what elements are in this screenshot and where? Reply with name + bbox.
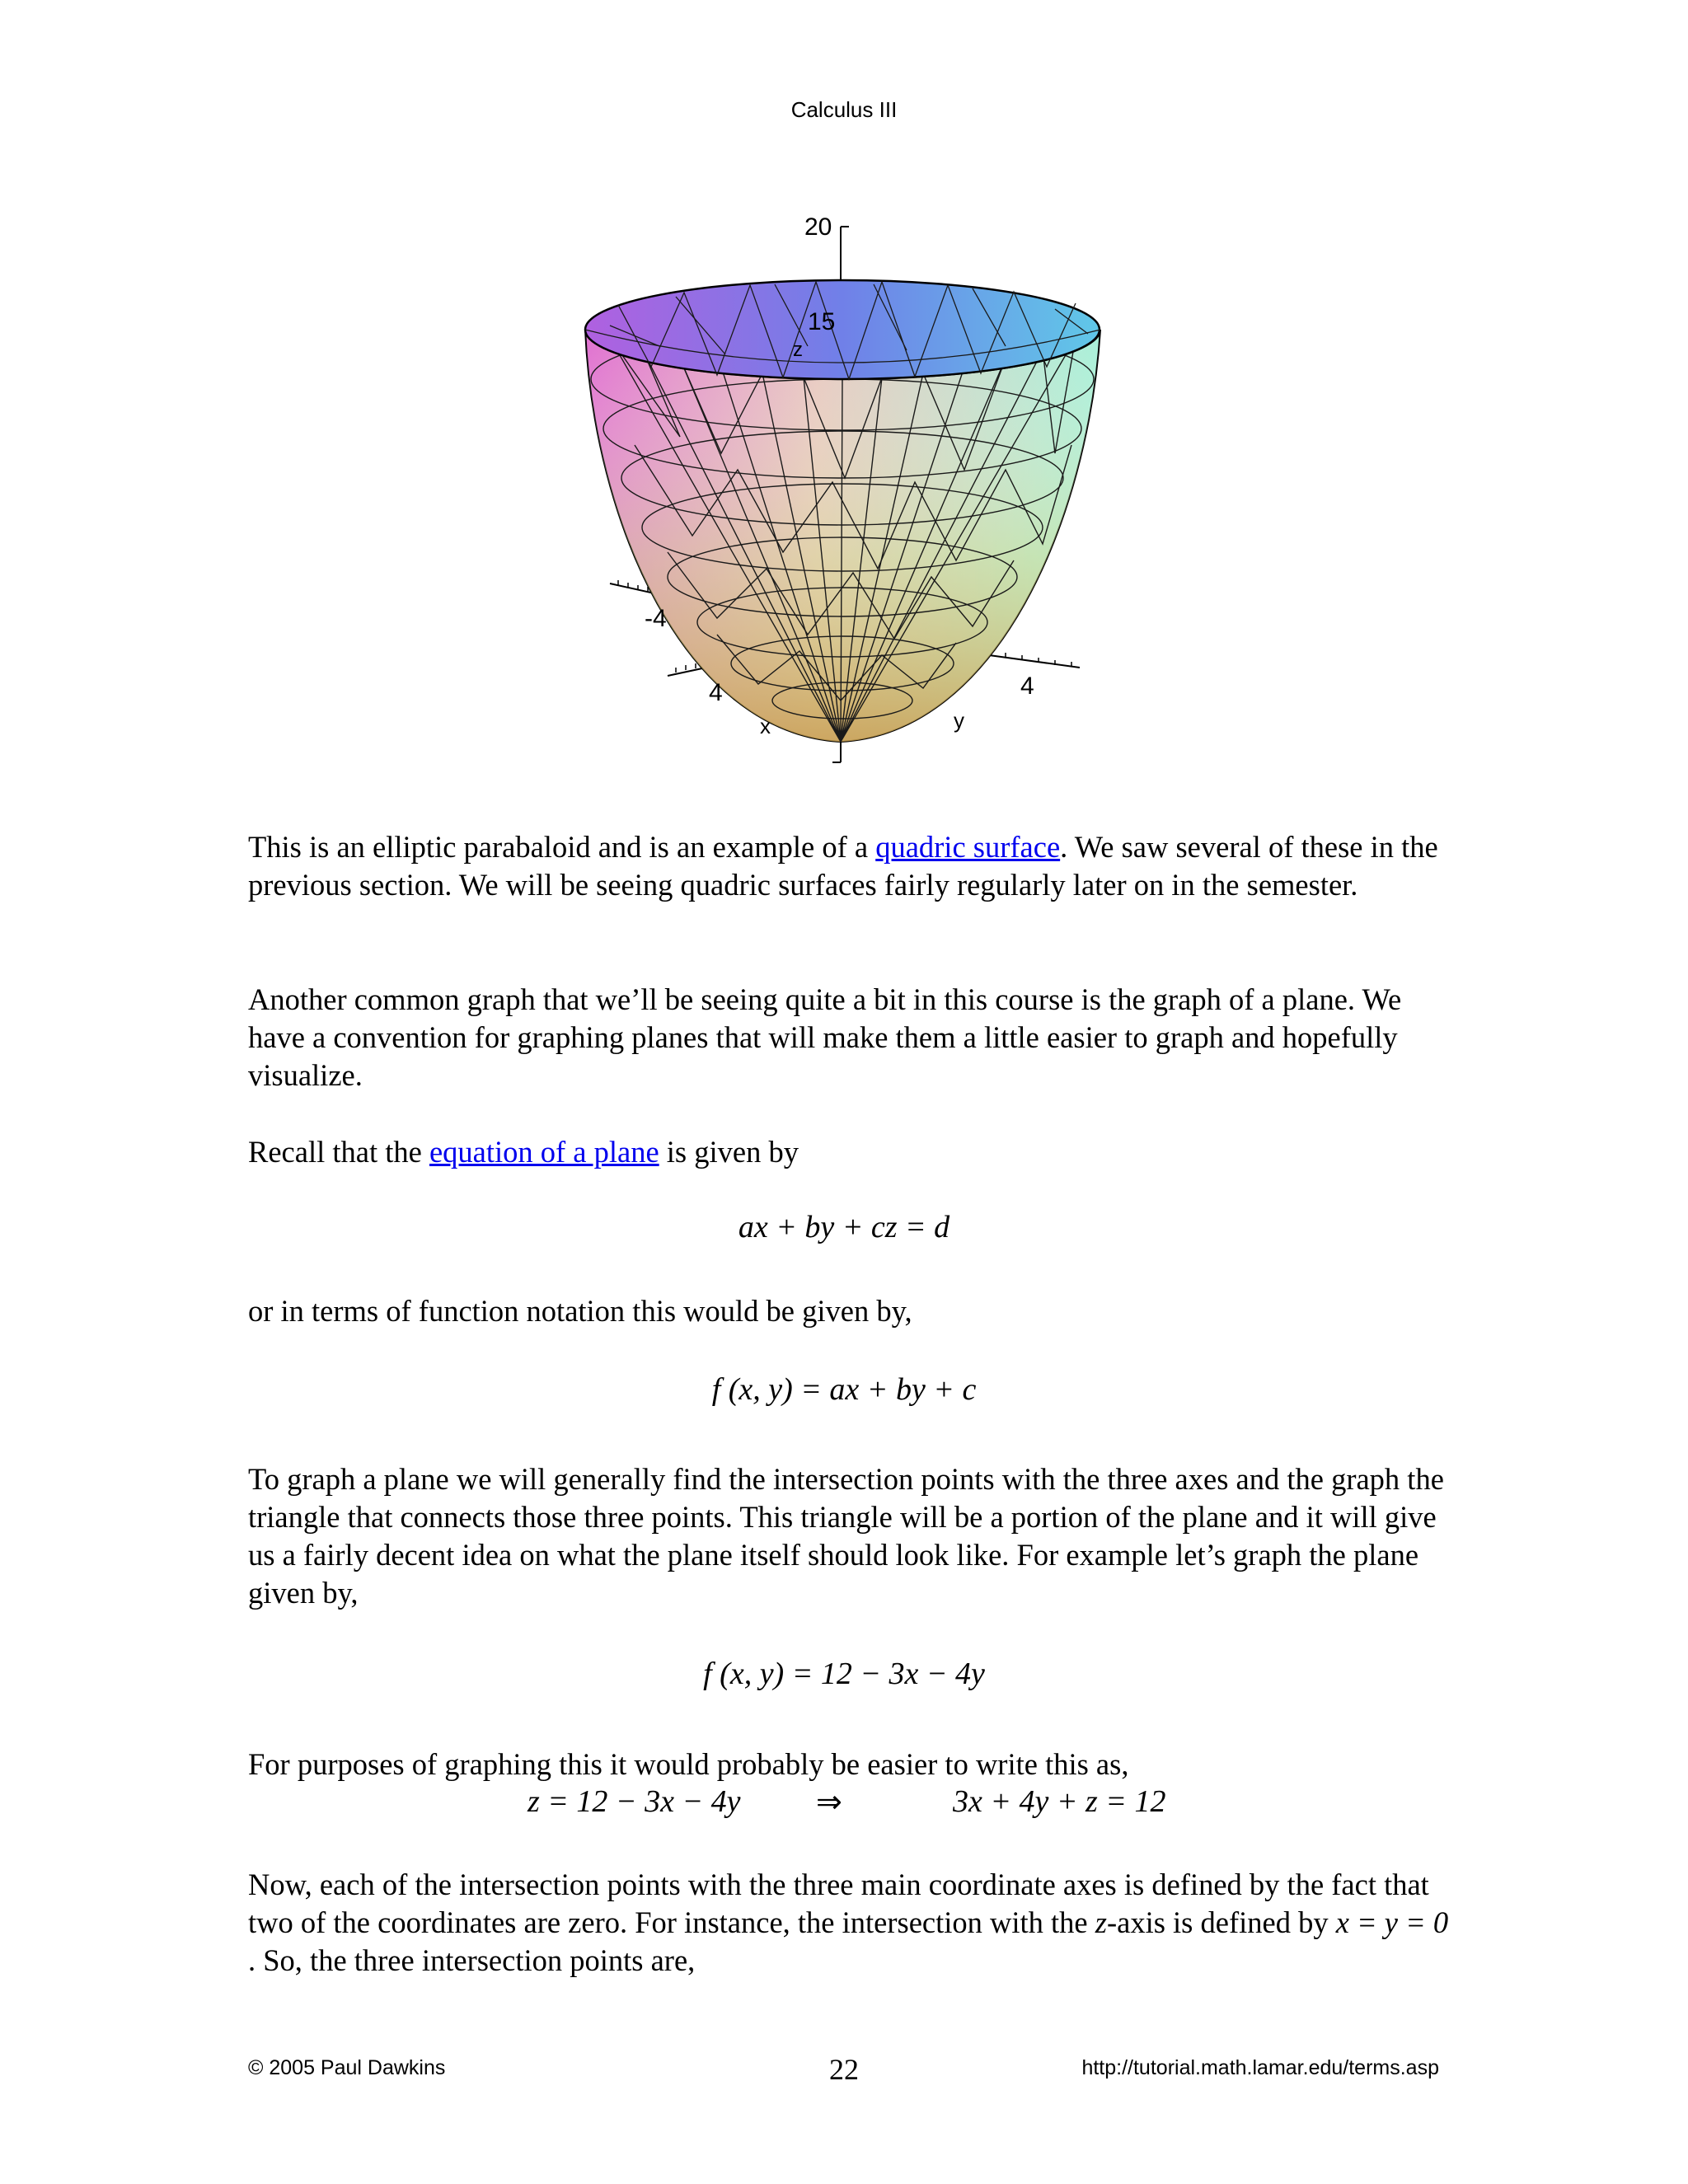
equation-plane: ax + by + cz = d bbox=[738, 1210, 950, 1244]
equation-z-form: z = 12 − 3x − 4y bbox=[528, 1784, 741, 1819]
paragraph-function-notation: or in terms of function notation this would be given by, bbox=[248, 1294, 912, 1328]
p7-equation: x = y = 0 bbox=[1335, 1905, 1449, 1939]
equation-standard-form: 3x + 4y + z = 12 bbox=[953, 1784, 1166, 1819]
p7-text-c: . So, the three intersection points are, bbox=[248, 1943, 696, 1977]
p1-text-pre: This is an elliptic parabaloid and is an example of a bbox=[248, 830, 876, 864]
page-header: Calculus III bbox=[790, 97, 898, 122]
p1-text-post: . We saw several of these in the previous section. We will be seeing quadric surfaces fairly regularly later on in the semester. bbox=[248, 830, 1438, 902]
equation-function: f (x, y) = ax + by + c bbox=[711, 1372, 977, 1407]
x-axis-label: x bbox=[760, 714, 771, 738]
footer-copyright: © 2005 Paul Dawkins bbox=[248, 2056, 446, 2079]
implies-arrow: ⇒ bbox=[816, 1785, 842, 1820]
quadric-surface-link[interactable]: quadric surface bbox=[875, 830, 1061, 864]
z-tick-15: 15 bbox=[808, 308, 836, 335]
paraboloid-figure bbox=[560, 206, 1137, 783]
z-axis-label: z bbox=[793, 339, 803, 361]
equation-of-a-plane-link[interactable]: equation of a plane bbox=[429, 1135, 659, 1169]
equation-example-plane: f (x, y) = 12 − 3x − 4y bbox=[703, 1657, 985, 1691]
y-tick-4: 4 bbox=[1020, 673, 1034, 700]
x-tick-4: 4 bbox=[709, 679, 723, 706]
p7-z-variable: z bbox=[1095, 1905, 1107, 1939]
paragraph-planes: Another common graph that we’ll be seeing quite a bit in this course is the graph of a plane. We have a convention for graphing planes that will make them a little easier to graph and hopefully visualize. bbox=[248, 982, 1402, 1092]
p7-text-a: Now, each of the intersection points with the three main coordinate axes is defined by the fact that two of the coordinates are zero. For instance, the intersection with the bbox=[248, 1868, 1429, 1939]
paragraph-intersections bbox=[248, 1866, 1451, 1980]
p3-text-post: is given by bbox=[659, 1135, 799, 1169]
z-tick-20: 20 bbox=[804, 213, 832, 241]
x-tick-neg4: -4 bbox=[645, 605, 667, 632]
p3-text-pre: Recall that the bbox=[248, 1135, 429, 1169]
p7-text-b: -axis is defined by bbox=[1106, 1905, 1336, 1939]
page-number: 22 bbox=[829, 2053, 859, 2086]
paragraph-purposes: For purposes of graphing this it would probably be easier to write this as, bbox=[248, 1747, 1129, 1781]
footer-url[interactable]: http://tutorial.math.lamar.edu/terms.asp bbox=[1081, 2056, 1439, 2079]
paragraph-graph-plane: To graph a plane we will generally find the intersection points with the three axes and the graph the triangle that connects those three points. This triangle will be a portion of the plane and it will give us a fairly decent idea on what the plane itself should look like. For example let’s graph the plane given by, bbox=[248, 1462, 1444, 1610]
paragraph-quadric bbox=[248, 828, 1451, 904]
paragraph-recall bbox=[248, 1133, 1451, 1171]
y-axis-label: y bbox=[954, 708, 964, 733]
